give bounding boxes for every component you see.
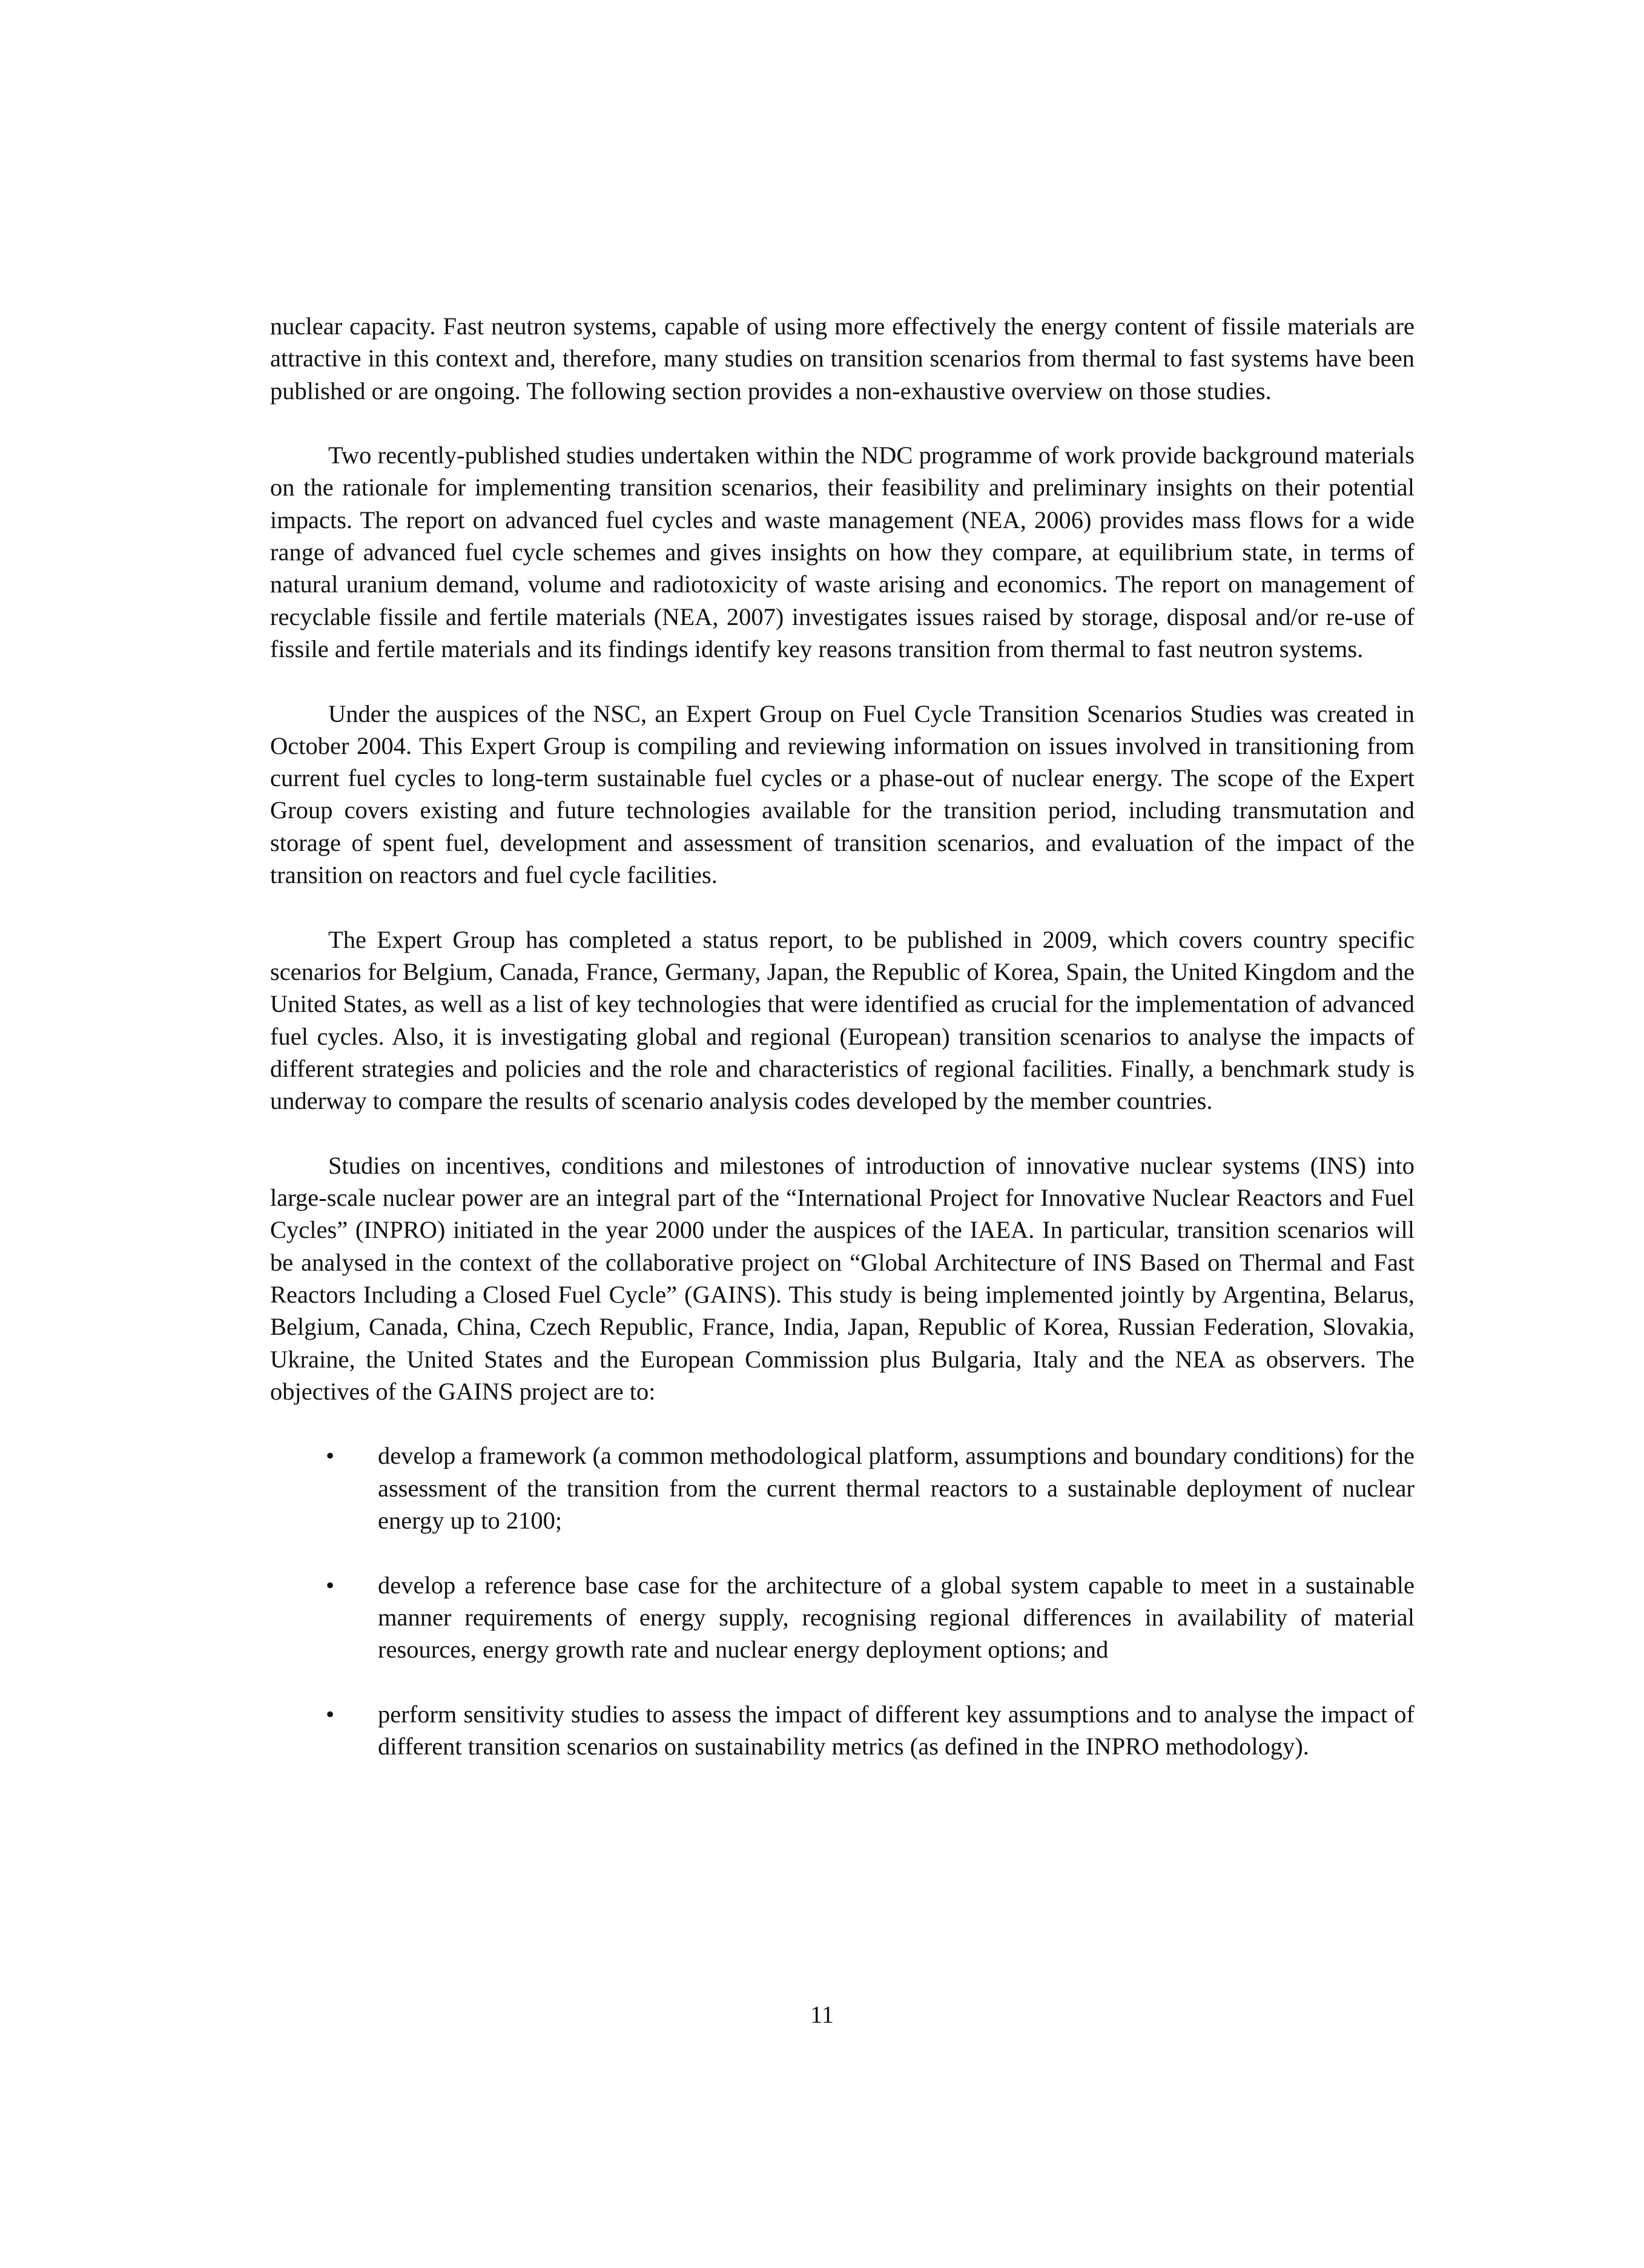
paragraph-inpro-gains: Studies on incentives, conditions and milestones of introduction of innovative nuclear systems (INS) into large-scale nuclear power are an integral part of the “International Project for Innovative Nuclear Reactors and Fuel Cycles” (INPRO) initiated in the year 2000 under the auspices of the IAEA. In particular, transition scenarios will be analysed in the context of the collaborative project on “Global Architecture of INS Based on Thermal and Fast Reactors Including a Closed Fuel Cycle” (GAINS). This study is being implemented jointly by Argentina, Belarus, Belgium, Canada, China, Czech Republic, France, India, Japan, Republic of Korea, Russian Federation, Slovakia, Ukraine, the United States and the European Commission plus Bulgaria, Italy and the NEA as observers. The objectives of the GAINS project are to: [270, 1151, 1415, 1405]
bullet-icon: • [326, 1442, 335, 1470]
list-item-text: develop a framework (a common methodological platform, assumptions and boundary conditions) for the assessment of the transition from the current thermal reactors to a sustainable deployment of nuclear energy up to 2100; [378, 1442, 1415, 1534]
bullet-icon: • [326, 1700, 335, 1728]
bullet-icon: • [326, 1571, 335, 1599]
paragraph-status-report: The Expert Group has completed a status report, to be published in 2009, which covers country specific scenarios for Belgium, Canada, France, Germany, Japan, the Republic of Korea, Spain, the United Kingdom and the United States, as well as a list of key technologies that were identified as crucial for the implementation of advanced fuel cycles. Also, it is investigating global and regional (European) transition scenarios to analyse the impacts of different strategies and policies and the role and characteristics of regional facilities. Finally, a benchmark study is underway to compare the results of scenario analysis codes developed by the member countries. [270, 925, 1415, 1115]
list-item-text: develop a reference base case for the architecture of a global system capable to meet in a sustainable manner requirements of energy supply, recognising regional differences in availability of material resources, energy growth rate and nuclear energy deployment options; and [378, 1571, 1415, 1664]
list-item [270, 1698, 1415, 1763]
paragraph-expert-group: Under the auspices of the NSC, an Expert Group on Fuel Cycle Transition Scenarios Studies was created in October 2004. This Expert Group is compiling and reviewing information on issues involved in transitioning from current fuel cycles to long-term sustainable fuel cycles or a phase-out of nuclear energy. The scope of the Expert Group covers existing and future technologies available for the transition period, including transmutation and storage of spent fuel, development and assessment of transition scenarios, and evaluation of the impact of the transition on reactors and fuel cycle facilities. [270, 699, 1415, 889]
list-item [270, 1440, 1415, 1536]
paragraph-ndc-studies: Two recently-published studies undertaken within the NDC programme of work provide background materials on the rationale for implementing transition scenarios, their feasibility and preliminary insights on their potential impacts. The report on advanced fuel cycles and waste management (NEA, 2006) provides mass flows for a wide range of advanced fuel cycle schemes and gives insights on how they compare, at equilibrium state, in terms of natural uranium demand, volume and radiotoxicity of waste arising and economics. The report on management of recyclable fissile and fertile materials (NEA, 2007) investigates issues raised by storage, disposal and/or re-use of fissile and fertile materials and its findings identify key reasons transition from thermal to fast neutron systems. [270, 441, 1415, 663]
paragraph-continuation: nuclear capacity. Fast neutron systems, capable of using more effectively the energy content of fissile materials are attractive in this context and, therefore, many studies on transition scenarios from thermal to fast systems have been published or are ongoing. The following section provides a non-exhaustive overview on those studies. [270, 312, 1415, 405]
gains-objectives-list [270, 1440, 1415, 1762]
page-body [270, 310, 1415, 1795]
page-number: 11 [810, 2001, 834, 2028]
list-item [270, 1569, 1415, 1666]
list-item-text: perform sensitivity studies to assess the impact of different key assumptions and to analyse the impact of different transition scenarios on sustainability metrics (as defined in the INPRO methodology). [378, 1700, 1415, 1761]
